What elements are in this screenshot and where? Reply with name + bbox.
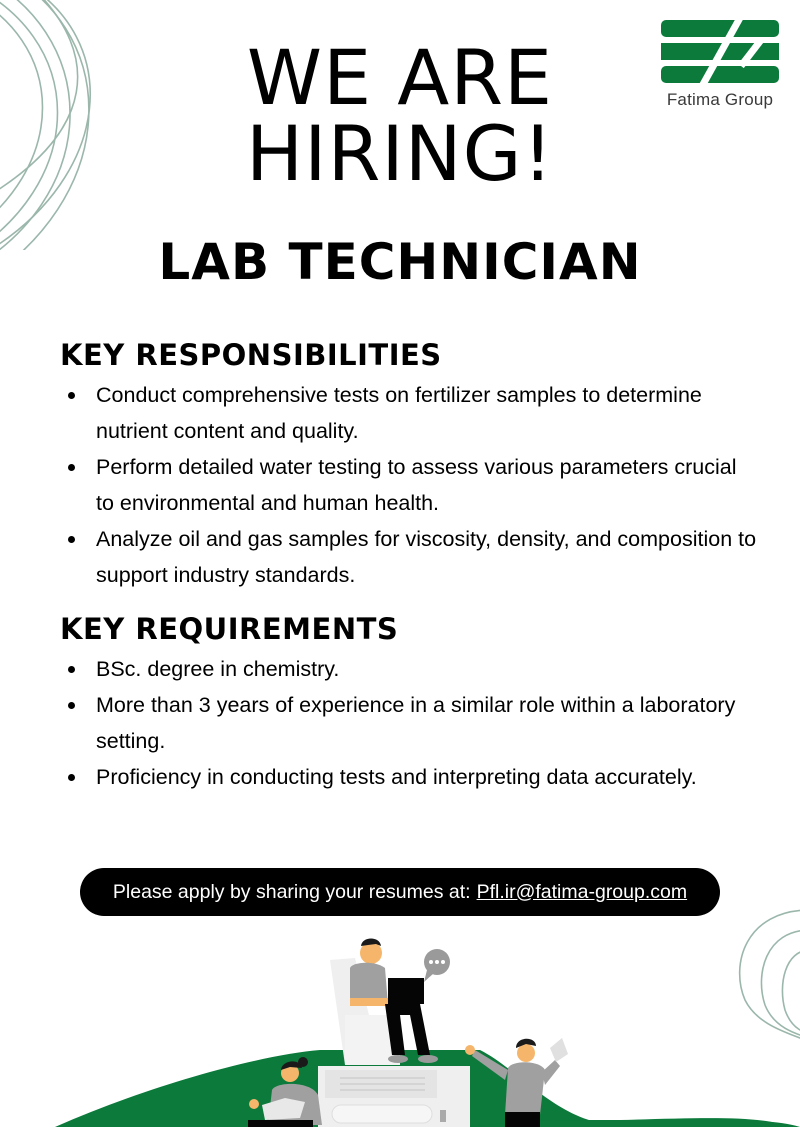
list-item: Proficiency in conducting tests and interpreting data accurately. <box>60 759 760 795</box>
requirements-section <box>60 611 760 795</box>
responsibilities-list <box>60 377 760 593</box>
headline-line-2: HIRING! <box>246 109 554 198</box>
list-item: Perform detailed water testing to assess various parameters crucial to environmental and human health. <box>60 449 760 521</box>
chat-bubble-icon <box>424 949 450 982</box>
list-item: Conduct comprehensive tests on fertilizer samples to determine nutrient content and quality. <box>60 377 760 449</box>
job-title: LAB TECHNICIAN <box>158 233 642 291</box>
team-working-illustration <box>0 920 800 1127</box>
apply-email-link[interactable]: Pfl.ir@fatima-group.com <box>476 880 688 903</box>
list-item: More than 3 years of experience in a similar role within a laboratory setting. <box>60 687 760 759</box>
responsibilities-heading: KEY RESPONSIBILITIES <box>60 338 442 372</box>
bullet-icon <box>68 464 75 471</box>
bullet-icon <box>68 392 75 399</box>
apply-banner <box>80 868 720 916</box>
company-name: Fatima Group <box>666 90 774 109</box>
responsibilities-section <box>60 337 760 593</box>
requirements-list <box>60 651 760 795</box>
headline-line-1: WE ARE <box>246 33 554 122</box>
apply-text: Please apply by sharing your resumes at: <box>112 880 471 903</box>
bullet-icon <box>68 666 75 673</box>
list-item: Analyze oil and gas samples for viscosity, density, and composition to support industry standards. <box>60 521 760 593</box>
requirements-heading: KEY REQUIREMENTS <box>60 612 399 646</box>
hiring-headline <box>0 33 800 198</box>
list-item: BSc. degree in chemistry. <box>60 651 760 687</box>
bullet-icon <box>68 536 75 543</box>
bullet-icon <box>68 774 75 781</box>
bullet-icon <box>68 702 75 709</box>
